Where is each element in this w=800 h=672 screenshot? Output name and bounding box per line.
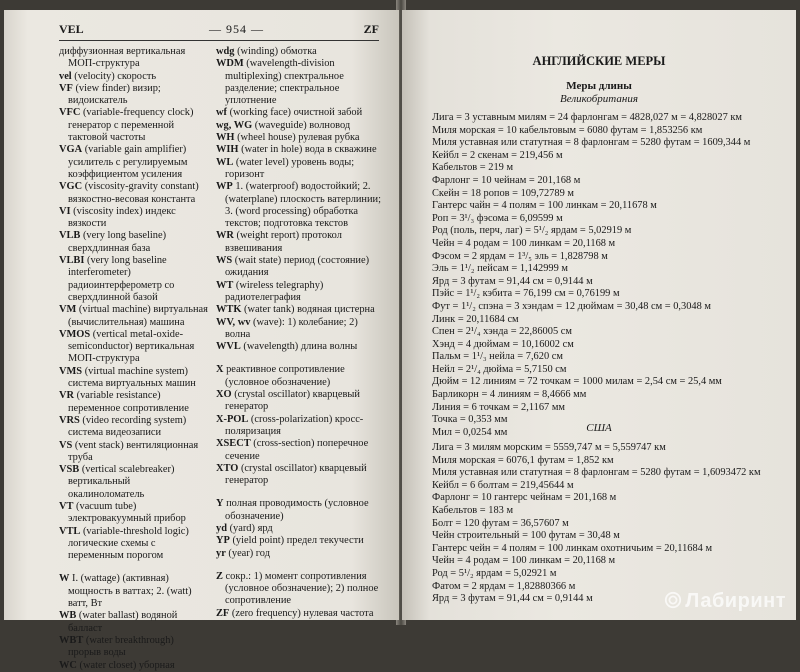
measure-line: Чейн = 4 родам = 100 линкам = 20,1168 м [432,237,616,249]
measure-line: Роп = 3¹/₃ фэсома = 6,09599 м [432,212,563,224]
measure-line: Скейн = 18 ропов = 109,72789 м [432,187,574,199]
measure-line: Фарлонг = 10 гантерс чейнам = 201,168 м [432,492,617,504]
dictionary-entry [216,132,384,144]
entry-definition: (crystal oscillator) кварцевый генератор [225,462,367,487]
entry-definition: (virtual machine system) система виртуальных машин [68,365,196,390]
entry-term: WB [59,610,77,622]
dictionary-entry [216,547,384,560]
dictionary-entry [216,522,384,535]
entry-term: WVL [216,341,241,353]
measure-line: Нейл = 2¹/₄ дюйма = 5,7150 см [432,363,567,375]
dictionary-entry [216,498,384,523]
measure-line: Лига = 3 уставным милям = 24 фарлонгам = 4828,027 м = 4,828027 км [432,112,742,123]
measure-line: Хэнд = 4 дюймам = 10,16002 см [432,338,574,350]
appendix-title: АНГЛИЙСКИЕ МЕРЫ [532,54,666,68]
entry-term: yr [216,547,226,559]
entry-term: VLB [59,230,81,242]
entry-definition: реактивное сопротивление (условное обозначение) [223,364,345,388]
dictionary-entry [59,46,209,71]
measure-line: Фут = 1¹/₂ спэна = 3 хэндам = 12 дюймам = 30,48 см = 0,3048 м [432,300,711,312]
dictionary-entry [216,119,384,132]
dictionary-entry [59,107,209,144]
measure-line: Гантерс чейн = 4 полям = 100 линкам охотничьим = 20,11684 м [432,542,713,554]
entry-definition: (zero frequency) нулевая частота [229,607,374,619]
right-page [402,10,796,620]
dictionary-entry [216,389,384,414]
entry-definition: (variable resistance) переменное сопротивление [68,390,189,414]
entry-definition: полная проводимость (условное обозначение) [223,498,369,522]
entry-term: VFC [59,107,81,119]
measure-line: Линк = 20,11684 см [432,313,519,325]
measure-line: Миля уставная или статутная = 8 фарлонгам = 5280 футам = 1,6093472 км [432,467,761,479]
entry-term: VTL [59,525,81,537]
entry-term: wg, WG [216,119,253,131]
entry-term: VR [59,390,75,402]
entry-definition: 1. (waterproof) водостойкий; 2. (waterplane) плоскость ватерлинии; 3. (word processing) обработка текстов; подготовка текстов [225,181,382,230]
entry-term: VLBI [59,255,85,267]
entry-definition: (yield point) предел текучести [229,535,364,547]
measure-line: Миля морская = 6076,1 футам = 1,852 км [432,454,614,466]
entry-definition: (wireless telegraphy) радиотелеграфия [225,279,324,303]
entry-term: Z [216,570,223,582]
entry-definition: (viscosity-gravity constant) вязкостно-весовая константа [68,181,199,205]
entry-definition: (wheel house) рулевая рубка [234,132,360,144]
entry-term: WDM [216,58,244,70]
dictionary-entry [59,365,209,391]
measure-line: Спен = 2¹/₄ хэнда = 22,86005 см [432,326,572,338]
running-head-last-term: ZF [363,22,379,36]
entry-term: WTK [216,304,242,316]
dictionary-entry [216,570,384,608]
dictionary-entry [59,304,209,329]
entry-term: ZF [216,607,230,619]
entry-definition: (viscosity index) индекс вязкости [68,205,176,230]
entry-term: X-POL [216,413,249,425]
us-measures-list [432,442,786,606]
measure-line: Дюйм = 12 линиям = 72 точкам = 1000 милам = 2,54 см = 25,4 мм [432,376,722,388]
entry-definition: (vacuum tube) электровакуумный прибор [68,500,186,525]
measure-line: Фатом = 2 ярдам = 1,82880366 м [432,580,576,592]
measure-line: Пэйс = 1¹/₂ кэбита = 76,199 см = 0,76199 м [432,288,620,300]
entry-term: yd [216,522,227,534]
dictionary-entry [216,230,384,255]
page-number: — 954 — [209,22,264,36]
dictionary-entry [59,328,209,366]
entry-term: VS [59,439,73,451]
measure-line: Мил = 0,0254 мм [432,426,508,438]
entry-term: VI [59,205,71,217]
entry-definition: (vent stack) вентиляционная труба [68,439,199,463]
entry-term: WR [216,230,234,242]
entry-definition: (vertical scalebreaker) вертикальный окалиноломатель [68,464,175,500]
entry-definition: (crystal oscillator) кварцевый генератор [225,389,360,413]
entry-definition: (virtual machine) виртуальная (вычислительная) машина [68,304,208,328]
measure-line: Пальм = 1¹/₃ нейла = 7,620 см [432,351,563,363]
dictionary-entry [59,230,209,255]
watermark [664,590,786,613]
measure-line: Кейбл = 2 скенам = 219,456 м [432,149,563,161]
entry-definition: (cross-polarization) кросс-поляризация [225,413,364,437]
entry-term: XSECT [216,438,251,450]
measure-line: Лига = 3 милям морским = 5559,747 м = 5,559747 км [432,442,666,453]
entry-definition: (water breakthrough) прорыв воды [68,634,174,659]
entry-definition: (winding) обмотка [234,46,317,57]
entry-term: vel [59,70,72,82]
dictionary-entry [216,462,384,488]
dictionary-entry [216,279,384,305]
entry-term: Y [216,498,224,510]
running-head [59,22,379,38]
watermark-text: Лабиринт [685,590,786,612]
entry-term: XO [216,389,232,401]
entry-term: VF [59,82,73,94]
measure-line: Точка = 0,353 мм [432,414,508,426]
measure-line: Болт = 120 футам = 36,57607 м [432,517,569,529]
measure-line: Род = 5¹/₂ ярдам = 5,02921 м [432,567,557,579]
dictionary-entry [216,316,384,342]
entry-definition: (water in hole) вода в скважине [238,144,377,156]
entry-definition: (view finder) визир; видоискатель [68,82,161,107]
dictionary-entry [59,414,209,440]
entry-definition: (velocity) скорость [71,70,157,82]
entry-term: WL [216,156,234,168]
entry-definition: (weight report) протокол взвешивания [225,230,342,254]
dictionary-entry [216,535,384,547]
entry-definition: (yard) ярд [226,522,273,534]
measure-line: Гантерс чайн = 4 полям = 100 линкам = 20,11678 м [432,200,657,212]
dictionary-entry [59,82,209,108]
entry-definition: (variable-threshold logic) логические схемы с переменным порогом [68,525,189,562]
entry-term: wf [216,107,227,119]
dictionary-entry [216,58,384,107]
measure-line: Линия = 6 точкам = 2,1167 мм [432,401,565,413]
measure-line: Род (поль, перч, лаг) = 5¹/₂ ярдам = 5,02919 м [432,225,632,237]
entry-definition: (water level) уровень воды; горизонт [225,156,355,180]
dictionary-entry [59,659,209,672]
dictionary-entry [59,255,209,304]
measure-line: Чейн = 4 родам = 100 линкам = 20,1168 м [432,555,616,567]
dictionary-entry [216,438,384,463]
measure-line: Барликорн = 4 линиям = 8,4666 мм [432,389,587,401]
entry-definition: (very long baseline interferometer) радиоинтерферометр со сверхдлинной базой [68,255,175,303]
entry-term: X [216,364,224,376]
measure-line: Кабельтов = 183 м [432,504,514,516]
dictionary-entry [216,144,384,156]
dictionary-entry [216,181,384,230]
dictionary-column-2 [216,46,384,620]
measure-line: Ярд = 3 футам = 91,44 см = 0,9144 м [432,275,593,287]
dictionary-column-1 [59,46,209,672]
dictionary-entry [216,413,384,439]
dictionary-entry [59,181,209,206]
dictionary-entry [59,390,209,415]
running-head-first-term: VEL [59,22,84,36]
entry-definition: (very long baseline) сверхдлинная база [68,230,167,254]
entry-definition: (wavelength-division multiplexing) спектральное разделение; спектральное уплотнение [225,58,344,107]
measure-line: Эль = 1¹/₂ пейсам = 1,142999 м [432,263,568,275]
entry-definition: (water ballast) водяной балласт [68,610,178,634]
labyrinth-logo-icon [664,591,682,609]
entry-definition: диффузионная вертикальная МОП-структура [59,46,186,70]
entry-term: WC [59,659,77,671]
entry-term: WP [216,181,233,193]
entry-definition: (wait state) период (состояние) ожидания [225,255,370,279]
dictionary-entry [216,255,384,280]
dictionary-entry [59,634,209,660]
entry-definition: (water closet) уборная [76,659,175,671]
dictionary-entry [59,573,209,610]
entry-definition: (vertical metal-oxide-semiconductor) вертикальная МОП-структура [68,328,195,365]
us-heading: США [586,422,612,434]
dictionary-entry [59,525,209,563]
entry-term: WV, wv [216,316,251,328]
gb-measures-list [432,112,786,439]
entry-term: VT [59,500,74,512]
measure-line: Чейн строительный = 100 футам = 30,48 м [432,530,620,542]
entry-definition: (year) год [225,547,270,559]
entry-term: VSB [59,464,80,476]
dictionary-entry [216,46,384,58]
entry-definition: (cross-section) поперечное сечение [225,438,369,462]
entry-term: VMOS [59,328,91,340]
dictionary-entry [59,610,209,635]
entry-definition: (variable-frequency clock) генератор с переменной тактовой частоты [68,107,194,144]
dictionary-entry [216,341,384,353]
entry-term: WT [216,279,234,291]
entry-term: VGC [59,181,83,193]
left-page [4,10,399,671]
measure-line: Ярд = 3 футам = 91,44 см = 0,9144 м [432,593,593,605]
entry-term: wdg [216,46,235,57]
gb-heading: Великобритания [560,93,638,105]
entry-term: WH [216,132,235,144]
entry-term: WS [216,255,233,267]
entry-definition: (video recording system) система видеозаписи [68,414,187,439]
entry-definition: (wavelength) длина волны [240,341,358,353]
entry-term: VMS [59,365,83,377]
entry-definition: (working face) очистной забой [226,107,363,119]
measure-line: Миля уставная или статутная = 8 фарлонгам = 5280 футам = 1609,344 м [432,137,751,149]
entry-definition: (wave): 1) колебание; 2) волна [225,316,358,340]
measure-line: Кабельтов = 219 м [432,162,514,174]
dictionary-entry [59,464,209,501]
entry-definition: (variable gain amplifier) усилитель с регулируемым коэффициентом усиления [68,144,188,180]
entry-term: WIH [216,144,239,156]
entry-definition: (water tank) водяная цистерна [241,304,375,316]
entry-term: WBT [59,634,84,646]
dictionary-entry [59,205,209,231]
entry-term: VM [59,304,77,316]
entry-term: VGA [59,144,83,156]
dictionary-entry [216,107,384,119]
measure-line: Фарлонг = 10 чейнам = 201,168 м [432,174,581,186]
measure-line: Фэсом = 2 ярдам = 1³/₅ эль = 1,828798 м [432,250,608,262]
measure-line: Миля морская = 10 кабельтовым = 6080 футам = 1,853256 км [432,124,703,136]
entry-definition: (waveguide) волновод [252,119,351,131]
entry-term: VRS [59,414,80,426]
dictionary-entry [59,70,209,83]
entry-term: W [59,573,70,585]
dictionary-entry [216,304,384,316]
dictionary-entry [59,439,209,465]
entry-definition: I. (wattage) (активная) мощность в ваттах; 2. (watt) ватт, Вт [68,573,192,610]
dictionary-entry [59,144,209,181]
measure-line: Кейбл = 6 болтам = 219,45644 м [432,479,574,491]
dictionary-entry [59,500,209,526]
entry-term: XTO [216,462,239,474]
section-title: Меры длины [566,80,632,92]
running-head-rule [59,40,379,41]
entry-definition: сокр.: 1) момент сопротивления (условное обозначение); 2) полное сопротивление [222,570,379,607]
entry-term: YP [216,535,230,547]
dictionary-entry [216,364,384,389]
dictionary-entry [216,607,384,620]
dictionary-entry [216,156,384,182]
